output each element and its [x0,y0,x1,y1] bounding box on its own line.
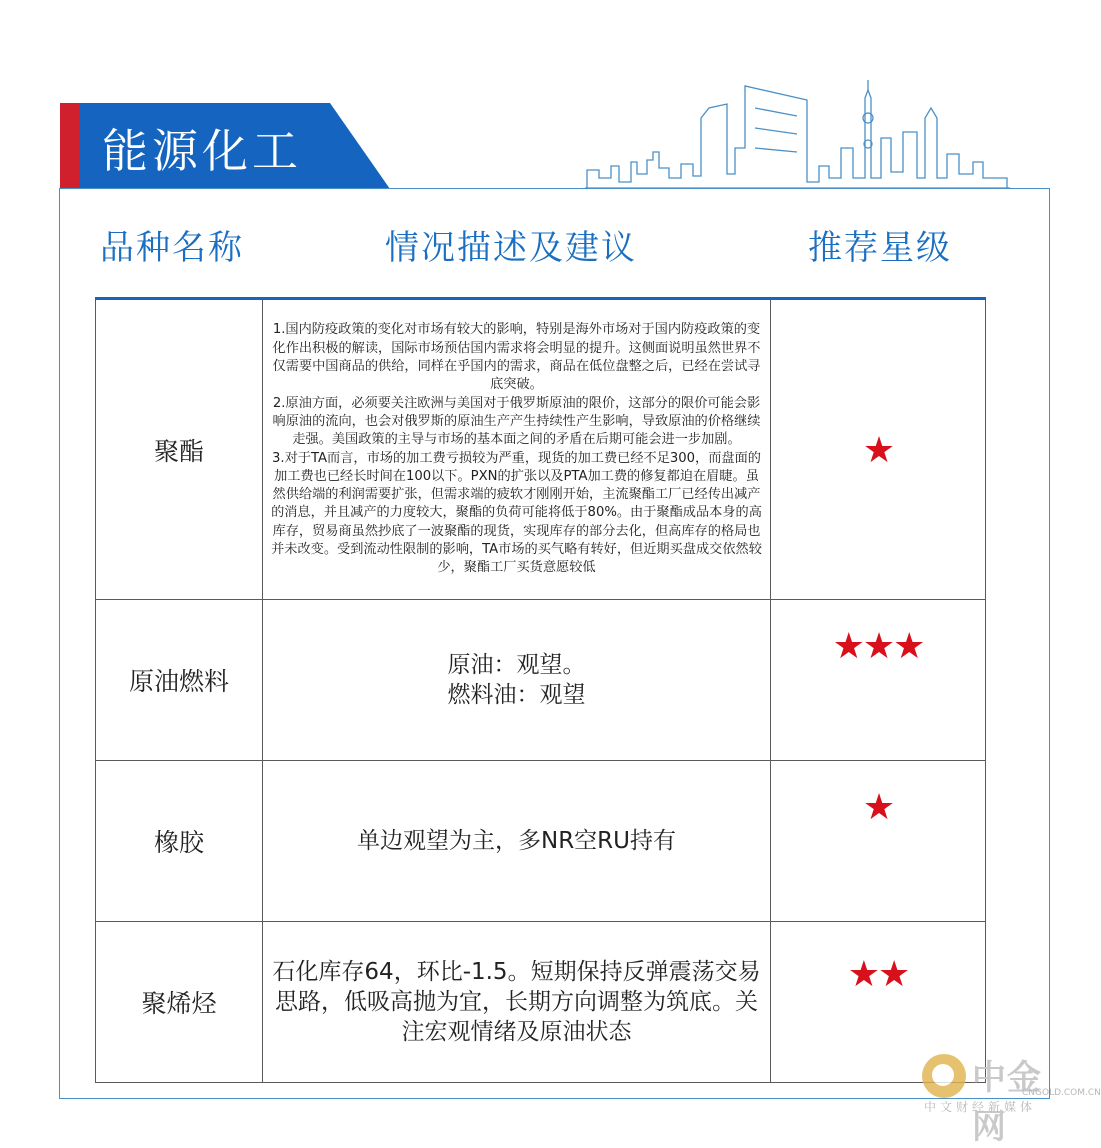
table-row [95,600,986,761]
description: 原油：观望。 燃料油：观望 [263,600,771,760]
table-row [95,300,986,600]
watermark-tagline: 中文财经新媒体 [924,1100,1037,1114]
variety-name: 聚酯 [96,300,263,599]
banner-red-bar [60,103,80,189]
description: 石化库存64，环比-1.5。短期保持反弹震荡交易思路，低吸高抛为宜，长期方向调整为筑底。关注宏观情绪及原油状态 [263,922,771,1082]
header-name: 品种名称 [100,228,244,268]
table-row [95,761,986,922]
watermark-logo [922,1052,1101,1147]
star-rating: ★★★ [832,626,924,667]
variety-name: 原油燃料 [96,600,263,760]
city-skyline-icon [585,78,1010,190]
star-rating: ★ [862,430,894,471]
table-row [95,922,986,1083]
variety-name: 聚烯烃 [96,922,263,1082]
variety-name: 橡胶 [96,761,263,921]
star-rating: ★★ [847,954,909,995]
section-banner [60,103,395,189]
description: 1.国内防疫政策的变化对市场有较大的影响，特别是海外市场对于国内防疫政策的变化作出积极的解读，国际市场预估国内需求将会明显的提升。这侧面说明虽然世界不仅需要中国商品的供给，同样在乎国内的需求，商品在低位盘整之后，已经在尝试寻底突破。 2.原油方面，必须要关注欧洲与美国对于俄罗斯原油的限价，这部分的限价可能会影响原油的流向，也会对俄罗斯的原油生产产生持续性产生影响，导致原油的价格继续走强。美国政策的主导与市场的基本面之间的矛盾在后期可能会进一步加剧。 3.对于TA而言，市场的加工费亏损较为严重，现货的加工费已经不足300，而盘面的加工费也已经长时间在100以下。PXN的扩张以及PTA加工费的修复都迫在眉睫。虽然供给端的利润需要扩张，但需求端的疲软才刚刚开始，主流聚酯工厂已经传出减产的消息，并且减产的力度较大，聚酯的负荷可能将低于80%。由于聚酯成品本身的高库存，贸易商虽然抄底了一波聚酯的现货，实现库存的部分去化，但高库存的格局也并未改变。受到流动性限制的影响，TA市场的买气略有转好，但近期买盘成交依然较少，聚酯工厂买货意愿较低 [263,300,771,599]
description: 单边观望为主，多NR空RU持有 [263,761,771,921]
logo-disc-icon [922,1054,966,1098]
header-desc: 情况描述及建议 [385,228,637,268]
star-rating: ★ [862,787,894,828]
watermark-brand: 中金网 [972,1058,1042,1147]
watermark-domain: CNGOLD.COM.CN [1022,1088,1101,1098]
section-title: 能源化工 [102,124,302,178]
header-rating: 推荐星级 [808,228,952,268]
recommendation-table [95,297,986,1080]
